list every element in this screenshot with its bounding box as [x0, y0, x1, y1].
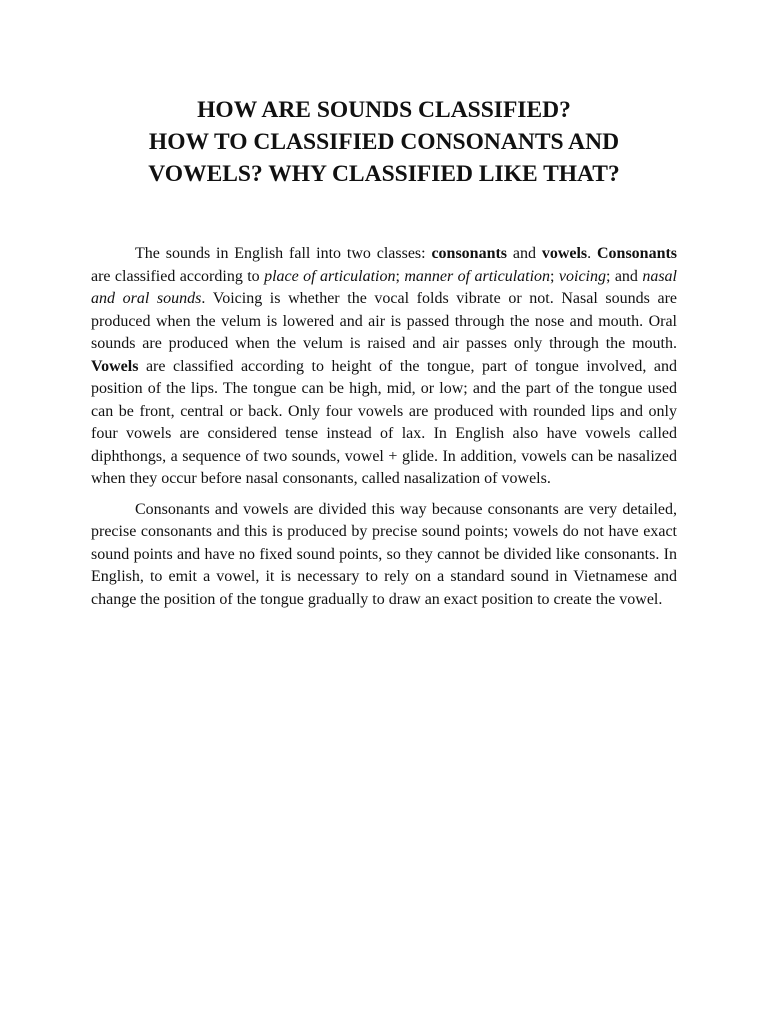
p1-text-5: ;	[395, 267, 405, 285]
title-line-2: HOW TO CLASSIFIED CONSONANTS AND	[148, 129, 620, 155]
p1-bold-vowels: vowels	[541, 245, 588, 262]
p1-italic-voicing: voicing	[558, 267, 606, 285]
p1-text-4: are classified according to	[91, 267, 265, 285]
p1-bold-consonants-heading: Consonants	[596, 245, 678, 262]
document-body	[91, 243, 677, 619]
p1-text-7: ; and	[605, 267, 643, 285]
p1-italic-nasal-oral: nasal and oral sounds	[91, 267, 677, 307]
p1-italic-place: place of articulation	[264, 267, 396, 285]
p1-bold-vowels-heading: Vowels	[91, 357, 139, 375]
p1-text-8: . Voicing is whether the vocal folds vibrate or not. Nasal sounds are produced when the velum is lowered and air is passed through the nose and mouth. Oral sounds are produced when the velum is raised and air passes only through the mouth.	[91, 290, 678, 352]
paragraph-2: Consonants and vowels are divided this way because consonants are very detailed, precise consonants and this is produced by precise sound points; vowels do not have exact sound points and have no fixed sound points, so they cannot be divided like consonants. In English, to emit a vowel, it is necessary to rely on a standard sound in Vietnamese and change the position of the tongue gradually to draw an exact position to create the vowel.	[91, 500, 677, 608]
p1-text-6: ;	[550, 267, 559, 285]
p1-text-3: .	[587, 245, 597, 262]
p1-italic-manner: manner of articulation	[404, 267, 551, 285]
paragraph-1	[91, 243, 677, 491]
p1-text-9: are classified according to height of the tongue, part of tongue involved, and position of the lips. The tongue can be high, mid, or low; and the part of the tongue used can be front, central or back. Only four vowels are produced with rounded lips and only four vowels are considered tense instead of lax. In English also have vowels called diphthongs, a sequence of two sounds, vowel + glide. In addition, vowels can be nasalized when they occur before nasal consonants, called nasalization of vowels.	[91, 357, 677, 487]
p1-text-1: The sounds in English fall into two classes:	[135, 245, 432, 262]
title-line-3: VOWELS? WHY CLASSIFIED LIKE THAT?	[148, 161, 620, 187]
p1-bold-consonants: consonants	[431, 245, 508, 262]
p1-text-2: and	[507, 245, 542, 262]
document-title	[0, 94, 768, 190]
title-line-1: HOW ARE SOUNDS CLASSIFIED?	[197, 97, 571, 123]
